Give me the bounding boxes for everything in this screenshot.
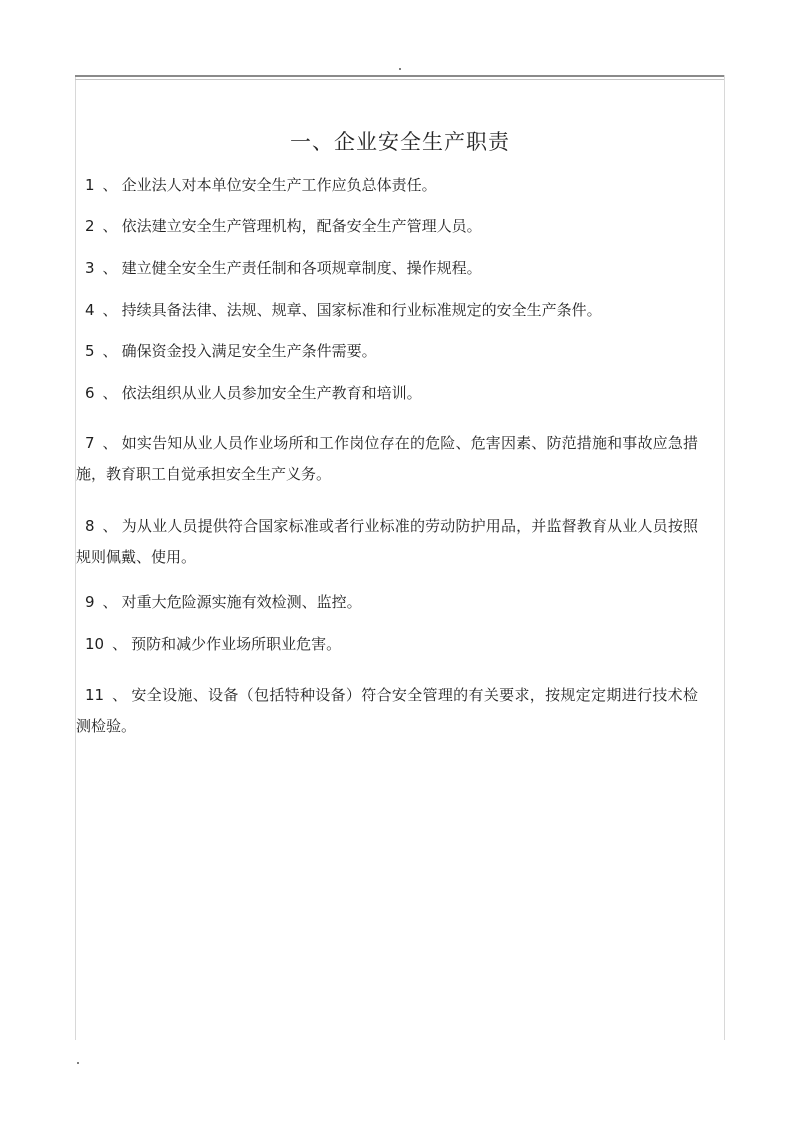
list-item [79,336,699,367]
item-text: 确保资金投入满足安全生产条件需要。 [121,342,377,360]
item-separator: 、 [102,176,118,194]
item-separator: 、 [102,434,118,452]
item-number: 11 [85,686,105,704]
list-item [79,170,699,201]
item-text: 持续具备法律、法规、规章、国家标准和行业标准规定的安全生产条件。 [121,301,602,319]
item-number: 1 [85,176,95,194]
list-item [76,511,698,573]
item-text: 依法建立安全生产管理机构，配备安全生产管理人员。 [121,217,482,235]
item-number: 5 [85,342,95,360]
item-separator: 、 [102,517,118,535]
item-number: 10 [85,635,105,653]
list-item [79,295,699,326]
header-rule-secondary [75,79,724,80]
page-mark-bottom [77,1062,79,1064]
list-item [76,428,698,490]
header-rule [75,75,724,77]
item-separator: 、 [102,259,118,277]
item-text: 预防和减少作业场所职业危害。 [131,635,342,653]
item-text: 依法组织从业人员参加安全生产教育和培训。 [121,384,422,402]
item-separator: 、 [102,342,118,360]
item-separator: 、 [102,384,118,402]
item-separator: 、 [102,217,118,235]
item-text: 建立健全安全生产责任制和各项规章制度、操作规程。 [121,259,482,277]
item-number: 9 [85,593,95,611]
list-item [79,378,699,409]
item-number: 4 [85,301,95,319]
item-separator: 、 [102,593,118,611]
list-item [79,629,699,660]
item-number: 8 [85,517,95,535]
list-item [76,680,698,742]
page-mark-top [399,68,401,70]
item-separator: 、 [102,301,118,319]
item-text: 为从业人员提供符合国家标准或者行业标准的劳动防护用品，并监督教育从业人员按照规则佩戴、使用。 [76,517,698,566]
list-item [79,211,699,242]
item-number: 6 [85,384,95,402]
item-text: 企业法人对本单位安全生产工作应负总体责任。 [121,176,437,194]
item-text: 如实告知从业人员作业场所和工作岗位存在的危险、危害因素、防范措施和事故应急措施，教育职工自觉承担安全生产义务。 [76,434,698,483]
item-number: 2 [85,217,95,235]
item-number: 3 [85,259,95,277]
list-item [79,587,699,618]
page-title: 一、企业安全生产职责 [290,130,510,154]
item-number: 7 [85,434,95,452]
item-text: 安全设施、设备（包括特种设备）符合安全管理的有关要求，按规定定期进行技术检测检验。 [76,686,698,735]
list-item [79,253,699,284]
item-separator: 、 [112,686,128,704]
item-text: 对重大危险源实施有效检测、监控。 [121,593,362,611]
item-separator: 、 [112,635,128,653]
